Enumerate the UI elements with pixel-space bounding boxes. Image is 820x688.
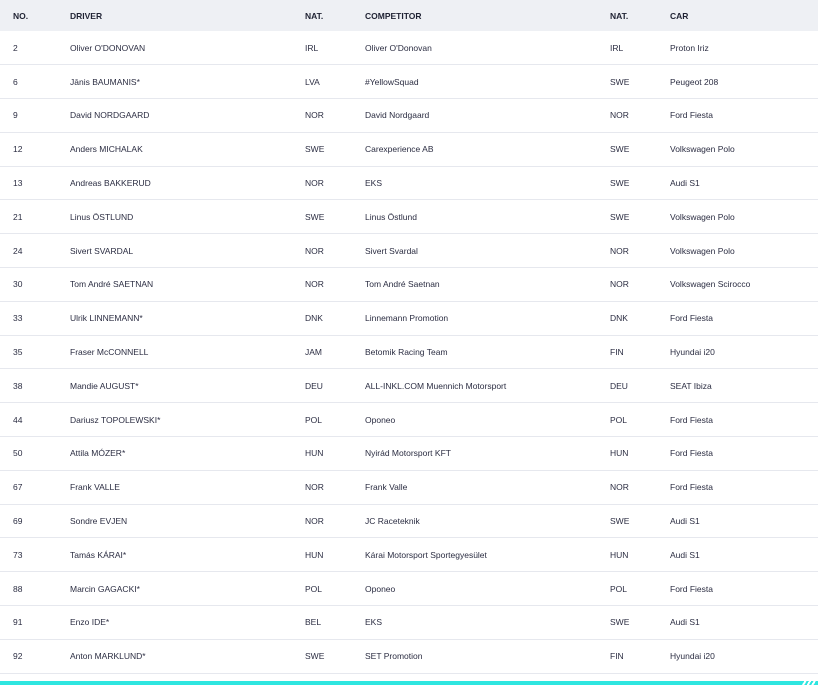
cell-driver-nat: NOR: [305, 482, 324, 493]
cell-car: Volkswagen Scirocco: [670, 279, 751, 290]
cell-competitor: Carexperience AB: [365, 144, 434, 155]
cell-competitor-nat: HUN: [610, 448, 629, 459]
cell-car: SEAT Ibiza: [670, 380, 712, 391]
cell-car: Volkswagen Polo: [670, 211, 735, 222]
table-row: [0, 538, 818, 572]
cell-driver-nat: NOR: [305, 245, 324, 256]
table-row: [0, 335, 818, 369]
cell-no: 91: [13, 617, 23, 628]
cell-driver-nat: NOR: [305, 110, 324, 121]
cell-competitor: Tom André Saetnan: [365, 279, 440, 290]
cell-driver: Frank VALLE: [70, 482, 120, 493]
cell-driver: Sivert SVARDAL: [70, 245, 134, 256]
accent-stripes: [802, 681, 816, 685]
cell-competitor: JC Raceteknik: [365, 516, 420, 527]
table-body: [0, 31, 818, 673]
cell-no: 92: [13, 651, 23, 662]
cell-car: Audi S1: [670, 617, 700, 628]
cell-driver: Andreas BAKKERUD: [70, 178, 151, 189]
cell-driver-nat: POL: [305, 583, 323, 594]
cell-driver-nat: DNK: [305, 313, 323, 324]
header-row: [0, 0, 818, 31]
cell-competitor: Oponeo: [365, 583, 396, 594]
cell-no: 44: [13, 414, 23, 425]
cell-competitor: Linnemann Promotion: [365, 313, 449, 324]
cell-driver-nat: BEL: [305, 617, 322, 628]
cell-driver: Jānis BAUMANIS*: [70, 76, 140, 87]
cell-no: 24: [13, 245, 23, 256]
cell-driver-nat: LVA: [305, 76, 320, 87]
cell-competitor: EKS: [365, 617, 383, 628]
table-row: [0, 132, 818, 166]
cell-car: Volkswagen Polo: [670, 245, 735, 256]
cell-competitor-nat: NOR: [610, 245, 629, 256]
cell-competitor-nat: NOR: [610, 482, 629, 493]
cell-driver-nat: IRL: [305, 42, 319, 53]
cell-no: 35: [13, 347, 23, 358]
cell-driver-nat: JAM: [305, 347, 322, 358]
table-row: [0, 639, 818, 673]
cell-car: Ford Fiesta: [670, 110, 713, 121]
cell-car: Audi S1: [670, 178, 700, 189]
cell-driver-nat: HUN: [305, 448, 324, 459]
table-header: [0, 0, 818, 31]
cell-competitor: Linus Östlund: [365, 211, 417, 222]
table-row: [0, 504, 818, 538]
cell-competitor-nat: DEU: [610, 380, 628, 391]
cell-car: Ford Fiesta: [670, 448, 713, 459]
cell-competitor-nat: IRL: [610, 42, 624, 53]
cell-driver-nat: SWE: [305, 651, 325, 662]
cell-car: Peugeot 208: [670, 76, 719, 87]
cell-no: 21: [13, 211, 23, 222]
cell-no: 88: [13, 583, 23, 594]
cell-driver: Anders MICHALAK: [70, 144, 143, 155]
cell-competitor: SET Promotion: [365, 651, 423, 662]
cell-no: 2: [13, 42, 18, 53]
table-row: [0, 31, 818, 65]
cell-car: Ford Fiesta: [670, 583, 713, 594]
col-header-no: NO.: [13, 10, 29, 21]
cell-car: Hyundai i20: [670, 651, 715, 662]
cell-competitor-nat: SWE: [610, 144, 630, 155]
cell-driver: Anton MARKLUND*: [70, 651, 146, 662]
cell-driver: Linus ÖSTLUND: [70, 211, 134, 222]
col-header-competitor-nat: NAT.: [610, 10, 629, 21]
cell-competitor: Kárai Motorsport Sportegyesület: [365, 549, 487, 560]
cell-competitor-nat: POL: [610, 583, 628, 594]
cell-no: 12: [13, 144, 23, 155]
col-header-driver: DRIVER: [70, 10, 103, 21]
cell-competitor-nat: SWE: [610, 516, 630, 527]
cell-driver: Fraser McCONNELL: [70, 347, 149, 358]
cell-no: 30: [13, 279, 23, 290]
cell-driver-nat: POL: [305, 414, 323, 425]
cell-car: Volkswagen Polo: [670, 144, 735, 155]
cell-driver: Oliver O'DONOVAN: [70, 42, 146, 53]
cell-competitor-nat: SWE: [610, 76, 630, 87]
cell-competitor-nat: HUN: [610, 549, 629, 560]
table-row: [0, 369, 818, 403]
cell-driver: Mandie AUGUST*: [70, 380, 139, 391]
cell-driver: Ulrik LINNEMANN*: [70, 313, 143, 324]
cell-no: 67: [13, 482, 23, 493]
cell-competitor: Oliver O'Donovan: [365, 42, 432, 53]
table-row: [0, 99, 818, 133]
table-row: [0, 437, 818, 471]
col-header-competitor: COMPETITOR: [365, 10, 422, 21]
cell-no: 50: [13, 448, 23, 459]
cell-competitor-nat: NOR: [610, 279, 629, 290]
cell-car: Audi S1: [670, 516, 700, 527]
cell-driver: Sondre EVJEN: [70, 516, 128, 527]
cell-competitor-nat: SWE: [610, 211, 630, 222]
cell-no: 9: [13, 110, 18, 121]
cell-driver-nat: SWE: [305, 211, 325, 222]
cell-competitor-nat: SWE: [610, 617, 630, 628]
cell-driver-nat: DEU: [305, 380, 323, 391]
cell-no: 38: [13, 380, 23, 391]
cell-driver: Marcin GAGACKI*: [70, 583, 140, 594]
cell-no: 6: [13, 76, 18, 87]
cell-competitor-nat: POL: [610, 414, 628, 425]
cell-car: Hyundai i20: [670, 347, 715, 358]
cell-driver: Tom André SAETNAN: [70, 279, 154, 290]
cell-competitor: ALL-INKL.COM Muennich Motorsport: [365, 380, 507, 391]
cell-car: Proton Iriz: [670, 42, 709, 53]
cell-competitor: David Nordgaard: [365, 110, 430, 121]
cell-car: Ford Fiesta: [670, 414, 713, 425]
cell-driver: Dariusz TOPOLEWSKI*: [70, 414, 161, 425]
cell-driver: Tamás KÁRAI*: [70, 549, 127, 560]
accent-bar: [0, 681, 818, 685]
cell-driver-nat: HUN: [305, 549, 324, 560]
col-header-car: CAR: [670, 10, 689, 21]
cell-competitor: #YellowSquad: [365, 76, 419, 87]
cell-competitor-nat: FIN: [610, 347, 624, 358]
cell-car: Audi S1: [670, 549, 700, 560]
cell-no: 73: [13, 549, 23, 560]
table-row: [0, 301, 818, 335]
cell-competitor-nat: DNK: [610, 313, 628, 324]
table-row: [0, 200, 818, 234]
col-header-driver-nat: NAT.: [305, 10, 324, 21]
table-row: [0, 470, 818, 504]
cell-driver-nat: SWE: [305, 144, 325, 155]
cell-competitor: Sivert Svardal: [365, 245, 418, 256]
table-row: [0, 65, 818, 99]
cell-competitor-nat: FIN: [610, 651, 624, 662]
cell-driver: Enzo IDE*: [70, 617, 110, 628]
cell-driver: Attila MÓZER*: [70, 448, 126, 459]
cell-competitor: Betomik Racing Team: [365, 347, 448, 358]
cell-car: Ford Fiesta: [670, 482, 713, 493]
cell-competitor-nat: NOR: [610, 110, 629, 121]
cell-driver-nat: NOR: [305, 178, 324, 189]
table-row: [0, 234, 818, 268]
table-row: [0, 166, 818, 200]
table-row: [0, 403, 818, 437]
cell-competitor: EKS: [365, 178, 383, 189]
cell-competitor-nat: SWE: [610, 178, 630, 189]
cell-competitor: Frank Valle: [365, 482, 408, 493]
cell-no: 33: [13, 313, 23, 324]
cell-driver: David NORDGAARD: [70, 110, 150, 121]
cell-no: 13: [13, 178, 23, 189]
table-row: [0, 606, 818, 640]
cell-competitor: Nyirád Motorsport KFT: [365, 448, 451, 459]
cell-no: 69: [13, 516, 23, 527]
cell-car: Ford Fiesta: [670, 313, 713, 324]
table-row: [0, 572, 818, 606]
cell-competitor: Oponeo: [365, 414, 396, 425]
cell-driver-nat: NOR: [305, 516, 324, 527]
table-row: [0, 268, 818, 302]
cell-driver-nat: NOR: [305, 279, 324, 290]
